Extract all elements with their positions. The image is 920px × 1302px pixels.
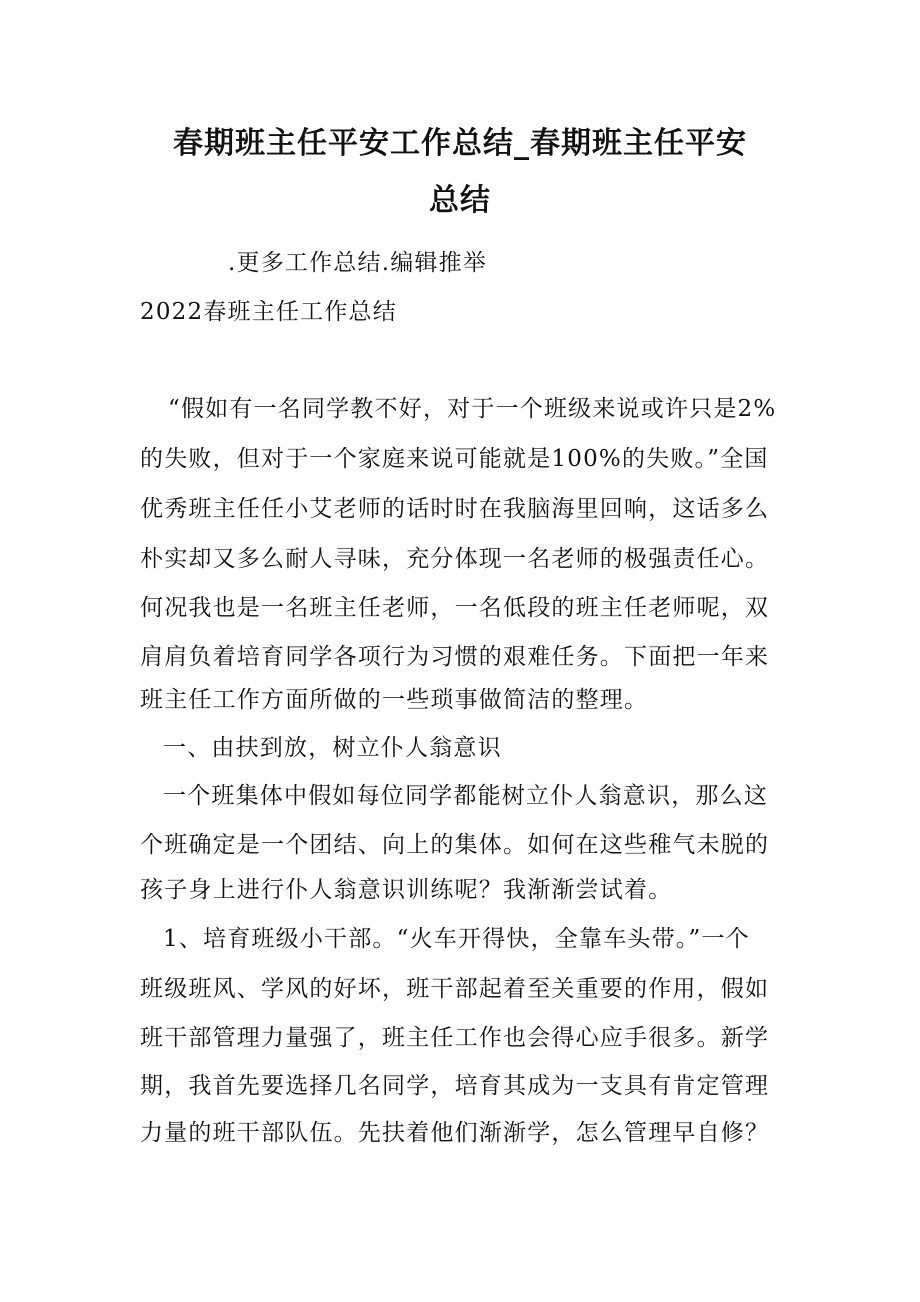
paragraph-3-line-2: 班级班风、学风的好坏，班干部起着至关重要的作用，假如 (140, 976, 770, 1002)
paragraph-1-line-3: 优秀班主任任小艾老师的话时时在我脑海里回响，这话多么 (140, 496, 770, 522)
section-heading-1: 一、由扶到放，树立仆人翁意识 (163, 735, 502, 761)
recommend-line: .更多工作总结.编辑推举 (228, 250, 488, 276)
paragraph-1-line-4: 朴实却又多么耐人寻味，充分体现一名老师的极强责任心。 (140, 546, 770, 572)
document-title-line-2: 总结 (429, 183, 491, 218)
paragraph-1-line-6: 肩肩负着培育同学各项行为习惯的艰难任务。下面把一年来 (140, 644, 770, 670)
paragraph-1-line-5: 何况我也是一名班主任老师，一名低段的班主任老师呢，双 (140, 595, 770, 621)
document-title-line-1: 春期班主任平安工作总结_春期班主任平安 (173, 126, 747, 161)
paragraph-1-line-1: “假如有一名同学教不好，对于一个班级来说或许只是2% (168, 396, 777, 422)
subtitle-line: 2022春班主任工作总结 (140, 299, 397, 325)
paragraph-1-line-2: 的失败，但对于一个家庭来说可能就是100%的失败。”全国 (140, 446, 769, 472)
paragraph-1-line-7: 班主任工作方面所做的一些琐事做简洁的整理。 (140, 687, 649, 713)
paragraph-3-line-5: 力量的班干部队伍。先扶着他们渐渐学，怎么管理早自修？ (140, 1120, 770, 1146)
paragraph-3-line-3: 班干部管理力量强了，班主任工作也会得心应手很多。新学 (140, 1025, 770, 1051)
paragraph-3-line-4: 期，我首先要选择几名同学，培育其成为一支具有肯定管理 (140, 1073, 770, 1099)
paragraph-2-line-2: 个班确定是一个团结、向上的集体。如何在这些稚气未脱的 (140, 832, 770, 858)
paragraph-2-line-3: 孩子身上进行仆人翁意识训练呢？我渐渐尝试着。 (140, 877, 673, 903)
paragraph-3-line-1: 1、培育班级小干部。“火车开得快，全靠车头带。”一个 (163, 926, 750, 952)
paragraph-2-line-1: 一个班集体中假如每位同学都能树立仆人翁意识，那么这 (163, 783, 768, 809)
